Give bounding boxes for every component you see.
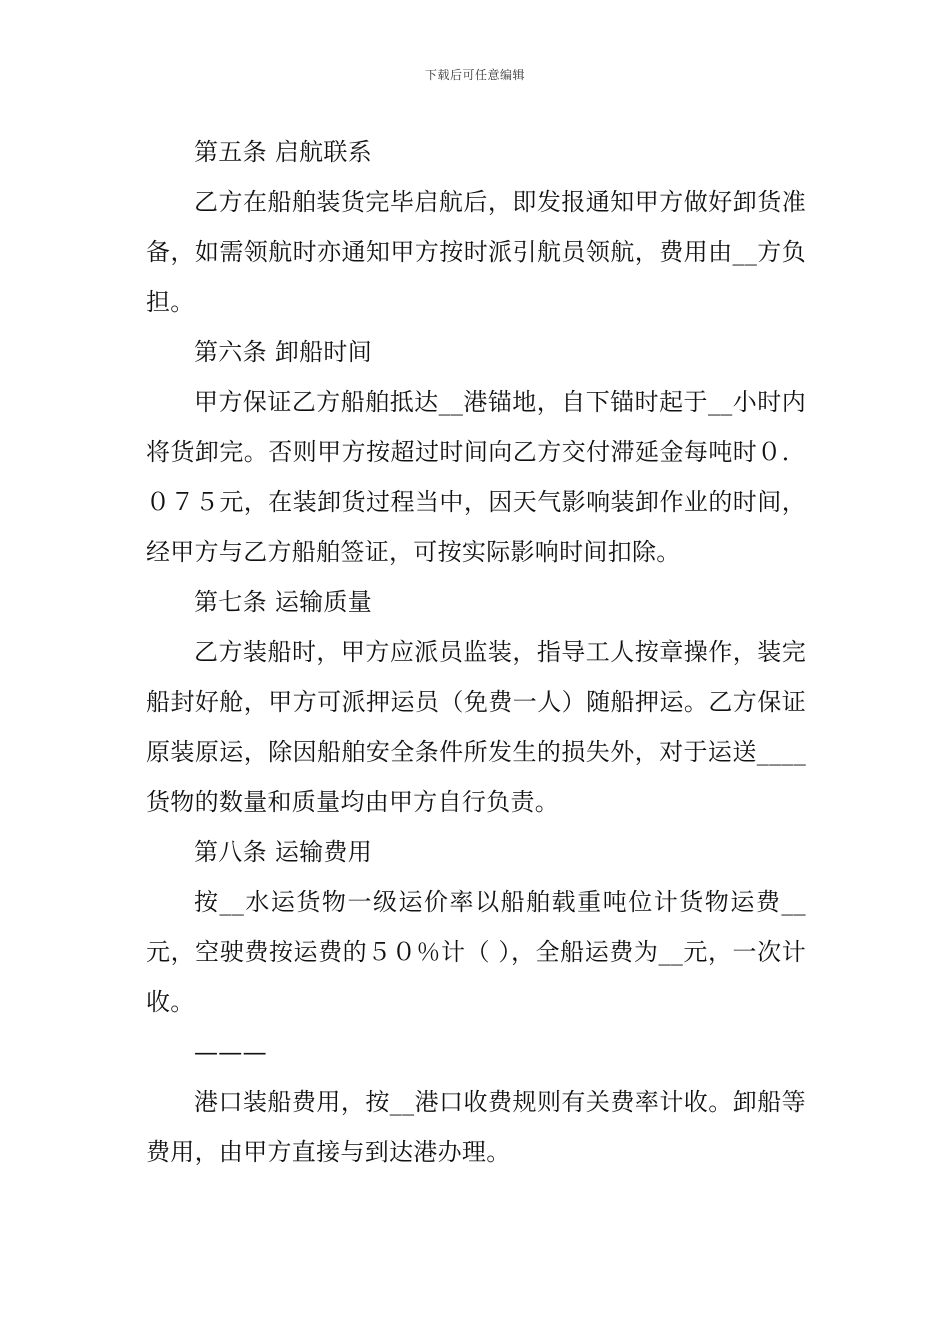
article-5-text: 乙方在船舶装货完毕启航后，即发报通知甲方做好卸货准备，如需领航时亦通知甲方按时派引航员领航，费用由__方负担。 — [146, 188, 806, 316]
article-7-heading: 第七条 运输质量 — [194, 588, 373, 616]
document-body — [146, 127, 806, 1177]
port-fees-text: 港口装船费用，按__港口收费规则有关费率计收。卸船等费用，由甲方直接与到达港办理。 — [146, 1088, 806, 1166]
article-7-text: 乙方装船时，甲方应派员监装，指导工人按章操作，装完船封好舱，甲方可派押运员（免费一人）随船押运。乙方保证原装原运，除因船舶安全条件所发生的损失外，对于运送____货物的数量和质量均由甲方自行负责。 — [146, 638, 806, 816]
article-5-heading: 第五条 启航联系 — [194, 138, 373, 166]
article-6-text: 甲方保证乙方船舶抵达__港锚地，自下锚时起于__小时内将货卸完。否则甲方按超过时间向乙方交付滞延金每吨时０．０７５元，在装卸货过程当中，因天气影响装卸作业的时间，经甲方与乙方船舶签证，可按实际影响时间扣除。 — [146, 388, 806, 566]
page-header-note: 下载后可任意编辑 — [424, 68, 525, 82]
article-8-text: 按__水运货物一级运价率以船舶载重吨位计货物运费__元，空驶费按运费的５０％计（ ），全船运费为__元，一次计收。 — [146, 888, 806, 1016]
article-8-heading: 第八条 运输费用 — [194, 838, 373, 866]
section-divider: ——— — [194, 1038, 267, 1066]
article-6-heading: 第六条 卸船时间 — [194, 338, 373, 366]
